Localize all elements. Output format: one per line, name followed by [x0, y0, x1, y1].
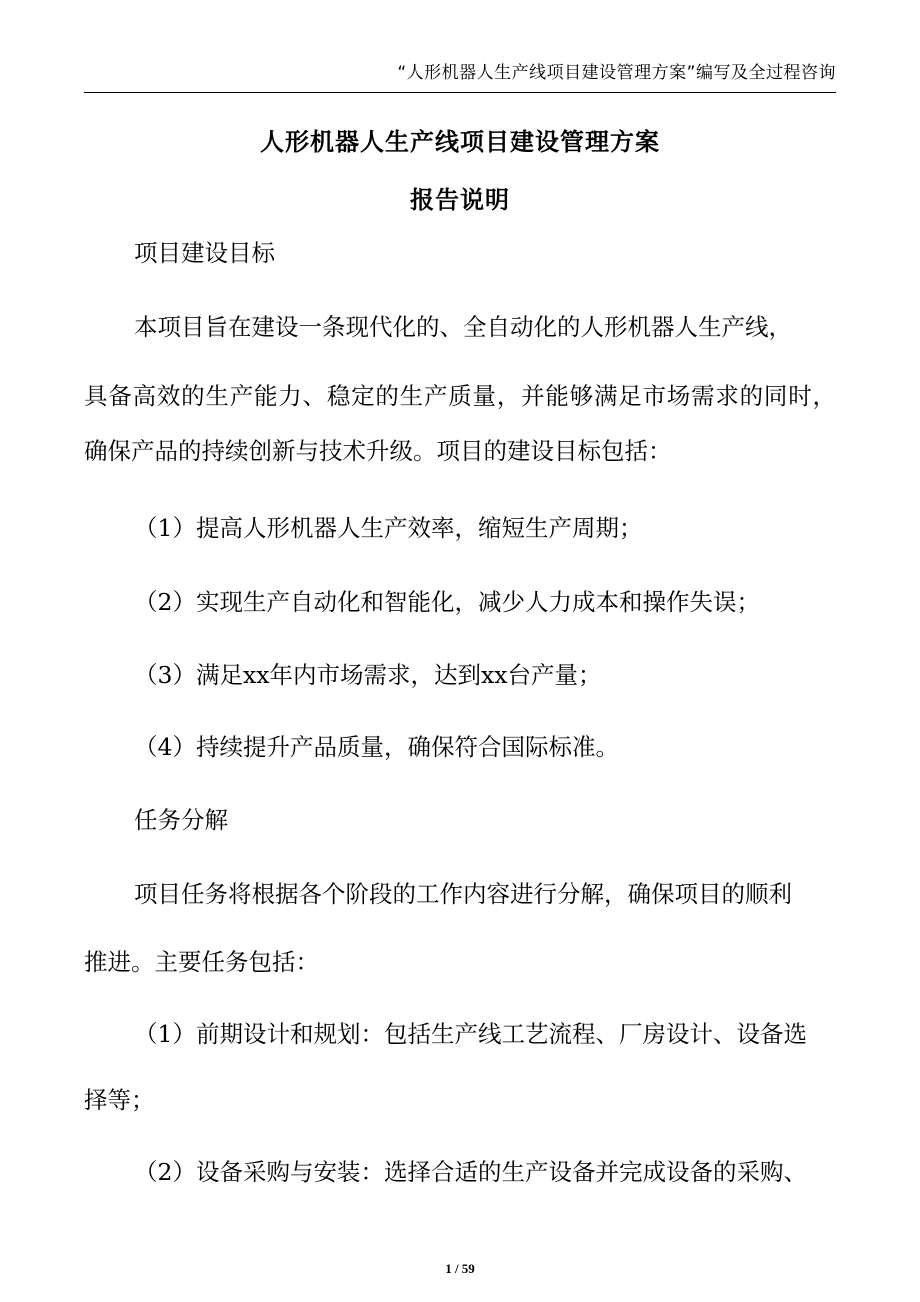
goal-item: （3）满足xx年内市场需求，达到xx台产量； [134, 661, 602, 689]
header-divider [84, 92, 836, 93]
goal-item: （1）提高人形机器人生产效率，缩短生产周期； [134, 514, 643, 542]
paragraph-line: 确保产品的持续创新与技术升级。项目的建设目标包括： [84, 437, 672, 465]
section-heading-tasks: 任务分解 [134, 806, 228, 834]
task-item: （2）设备采购与安装：选择合适的生产设备并完成设备的采购、 [134, 1158, 807, 1186]
running-header: “人形机器人生产线项目建设管理方案”编写及全过程咨询 [397, 63, 836, 83]
paragraph-line: 本项目旨在建设一条现代化的、全自动化的人形机器人生产线， [134, 313, 792, 341]
paragraph-line: 项目任务将根据各个阶段的工作内容进行分解，确保项目的顺利 [134, 880, 792, 908]
paragraph-line: 具备高效的生产能力、稳定的生产质量，并能够满足市场需求的同时， [84, 382, 836, 410]
task-item: （1）前期设计和规划：包括生产线工艺流程、厂房设计、设备选 [134, 1020, 807, 1048]
goal-item: （2）实现生产自动化和智能化，减少人力成本和操作失误； [134, 588, 760, 616]
paragraph-line: 推进。主要任务包括： [84, 948, 319, 976]
page-indicator: 1 / 59 [445, 1261, 475, 1276]
goal-item: （4）持续提升产品质量，确保符合国际标准。 [134, 733, 619, 761]
document-subtitle: 报告说明 [410, 186, 510, 214]
document-title: 人形机器人生产线项目建设管理方案 [260, 128, 660, 156]
task-item-continued: 择等； [84, 1086, 155, 1114]
section-heading-goals: 项目建设目标 [134, 239, 275, 267]
